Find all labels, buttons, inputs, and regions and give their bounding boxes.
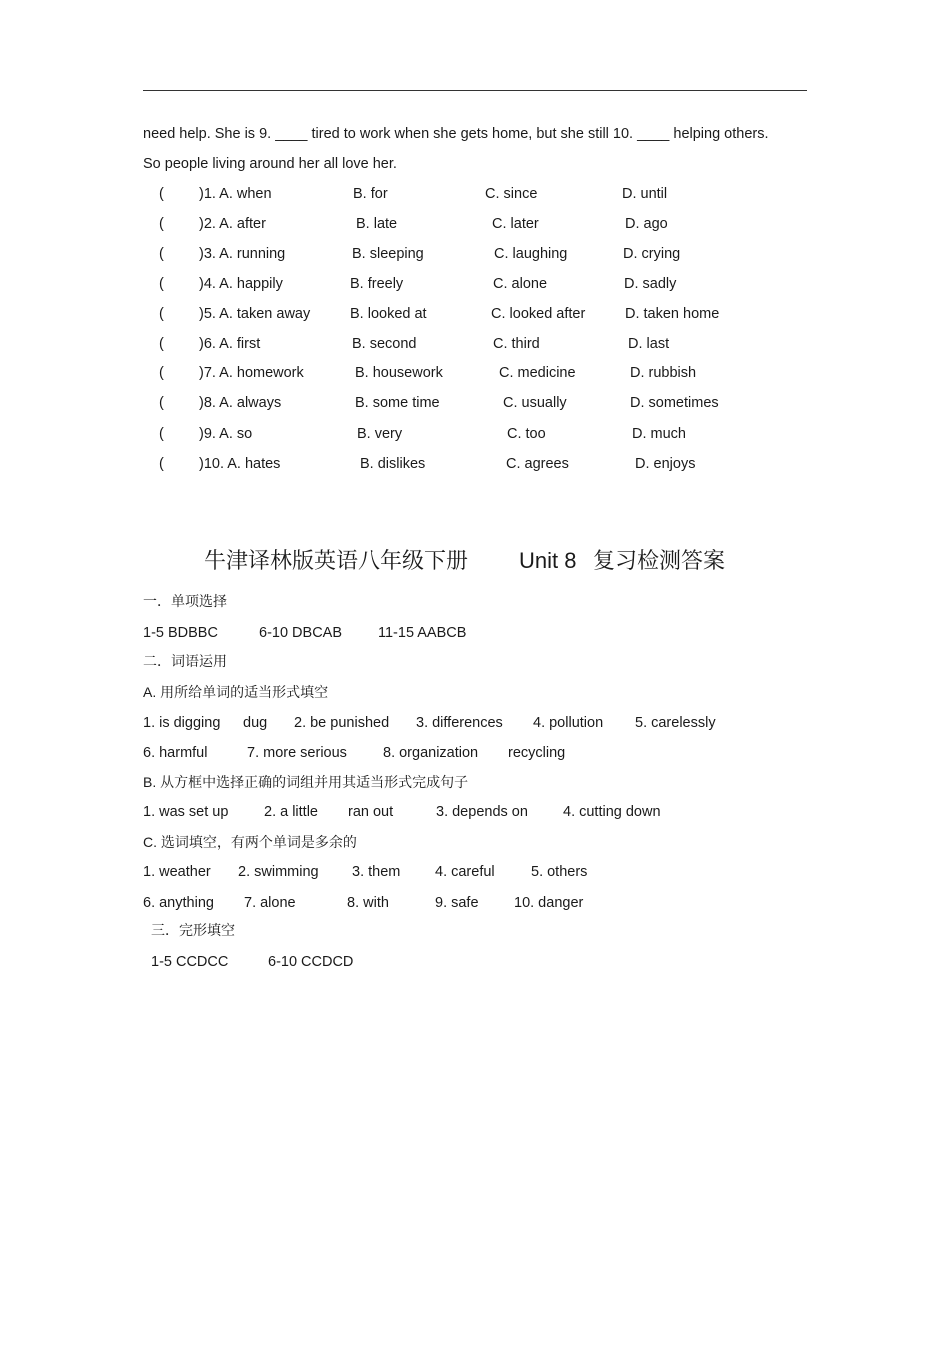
answer-item: 6-10 CCDCD: [268, 954, 354, 970]
option-a: )8. A. always: [199, 395, 282, 411]
answer-item: 6. anything: [143, 895, 214, 911]
answer-paren: (: [159, 306, 164, 322]
answer-item: 8. with: [347, 895, 389, 911]
answer-item: 9. safe: [435, 895, 479, 911]
option-d: D. rubbish: [630, 365, 697, 381]
option-d: D. until: [622, 186, 668, 202]
answer-item: 2. be punished: [294, 715, 390, 731]
title-unit: Unit 8: [519, 548, 577, 573]
option-d: D. sadly: [624, 276, 677, 292]
answer-paren: (: [159, 216, 164, 232]
option-c: C. alone: [493, 276, 548, 292]
passage-line-1: need help. She is 9. ____ tired to work when she gets home, but she still 10. ____ helping others.: [143, 126, 769, 142]
option-a: )5. A. taken away: [199, 306, 311, 322]
answer-item: 3. differences: [416, 715, 503, 731]
header-rule: [143, 90, 807, 91]
option-b: B. freely: [350, 276, 404, 292]
option-d: D. last: [628, 336, 670, 352]
passage-line-2: So people living around her all love her.: [143, 156, 397, 172]
answer-item: 10. danger: [514, 895, 584, 911]
option-b: B. sleeping: [352, 246, 424, 262]
option-b: B. some time: [355, 395, 440, 411]
answer-item: 11-15 AABCB: [378, 625, 467, 641]
option-a: )1. A. when: [199, 186, 272, 202]
option-c: C. medicine: [499, 365, 576, 381]
title-chinese: 牛津译林版英语八年级下册: [204, 548, 469, 573]
option-c: C. third: [493, 336, 540, 352]
answer-item: 2. a little: [264, 804, 318, 820]
option-b: B. looked at: [350, 306, 427, 322]
answer-item: 2. swimming: [238, 864, 319, 880]
option-c: C. looked after: [491, 306, 586, 322]
option-a: )9. A. so: [199, 426, 253, 442]
option-c: C. usually: [503, 395, 567, 411]
option-a: )7. A. homework: [199, 365, 304, 381]
option-d: D. much: [632, 426, 686, 442]
option-b: B. housework: [355, 365, 443, 381]
section-c-heading: C. 选词填空，有两个单词是多余的: [143, 834, 357, 850]
answer-paren: (: [159, 186, 164, 202]
title-suffix: 复习检测答案: [593, 548, 726, 573]
answer-paren: (: [159, 246, 164, 262]
option-a: )3. A. running: [199, 246, 286, 262]
option-d: D. crying: [623, 246, 681, 262]
section-b-heading: B. 从方框中选择正确的词组并用其适当形式完成句子: [143, 774, 469, 790]
option-c: C. laughing: [494, 246, 568, 262]
section-3-heading: 三．完形填空: [151, 922, 235, 938]
answer-item: 7. more serious: [247, 745, 347, 761]
answer-item: 6-10 DBCAB: [259, 625, 343, 641]
answer-paren: (: [159, 365, 164, 381]
answer-item: 3. depends on: [436, 804, 528, 820]
answer-item: 1. weather: [143, 864, 211, 880]
answer-item: 6. harmful: [143, 745, 208, 761]
answer-item: 1. is digging: [143, 715, 221, 731]
option-b: B. dislikes: [360, 456, 426, 472]
option-a: )6. A. first: [199, 336, 261, 352]
option-c: C. since: [485, 186, 538, 202]
option-a: )2. A. after: [199, 216, 266, 232]
answer-paren: (: [159, 426, 164, 442]
answer-item: 8. organization: [383, 745, 479, 761]
answer-item: 1-5 CCDCC: [151, 954, 229, 970]
option-b: B. late: [356, 216, 398, 232]
section-2-heading: 二．词语运用: [143, 653, 227, 669]
answer-item: dug: [243, 715, 268, 731]
answer-item: 3. them: [352, 864, 401, 880]
option-a: )10. A. hates: [199, 456, 281, 472]
option-b: B. very: [357, 426, 403, 442]
answer-paren: (: [159, 395, 164, 411]
option-d: D. taken home: [625, 306, 720, 322]
option-b: B. for: [353, 186, 388, 202]
option-d: D. sometimes: [630, 395, 719, 411]
option-a: )4. A. happily: [199, 276, 283, 292]
option-d: D. ago: [625, 216, 668, 232]
option-c: C. later: [492, 216, 539, 232]
answer-item: 4. careful: [435, 864, 495, 880]
answer-item: recycling: [508, 745, 566, 761]
answer-item: 7. alone: [244, 895, 296, 911]
section-a-heading: A. 用所给单词的适当形式填空: [143, 684, 329, 700]
option-b: B. second: [352, 336, 417, 352]
answer-item: 4. pollution: [533, 715, 604, 731]
answer-paren: (: [159, 456, 164, 472]
answer-paren: (: [159, 276, 164, 292]
answer-item: 5. carelessly: [635, 715, 716, 731]
answer-item: 1. was set up: [143, 804, 229, 820]
answer-paren: (: [159, 336, 164, 352]
option-c: C. too: [507, 426, 546, 442]
section-1-heading: 一．单项选择: [143, 593, 227, 609]
answer-item: 5. others: [531, 864, 588, 880]
option-c: C. agrees: [506, 456, 569, 472]
answer-item: ran out: [348, 804, 394, 820]
answer-item: 1-5 BDBBC: [143, 625, 218, 641]
option-d: D. enjoys: [635, 456, 696, 472]
answer-item: 4. cutting down: [563, 804, 661, 820]
